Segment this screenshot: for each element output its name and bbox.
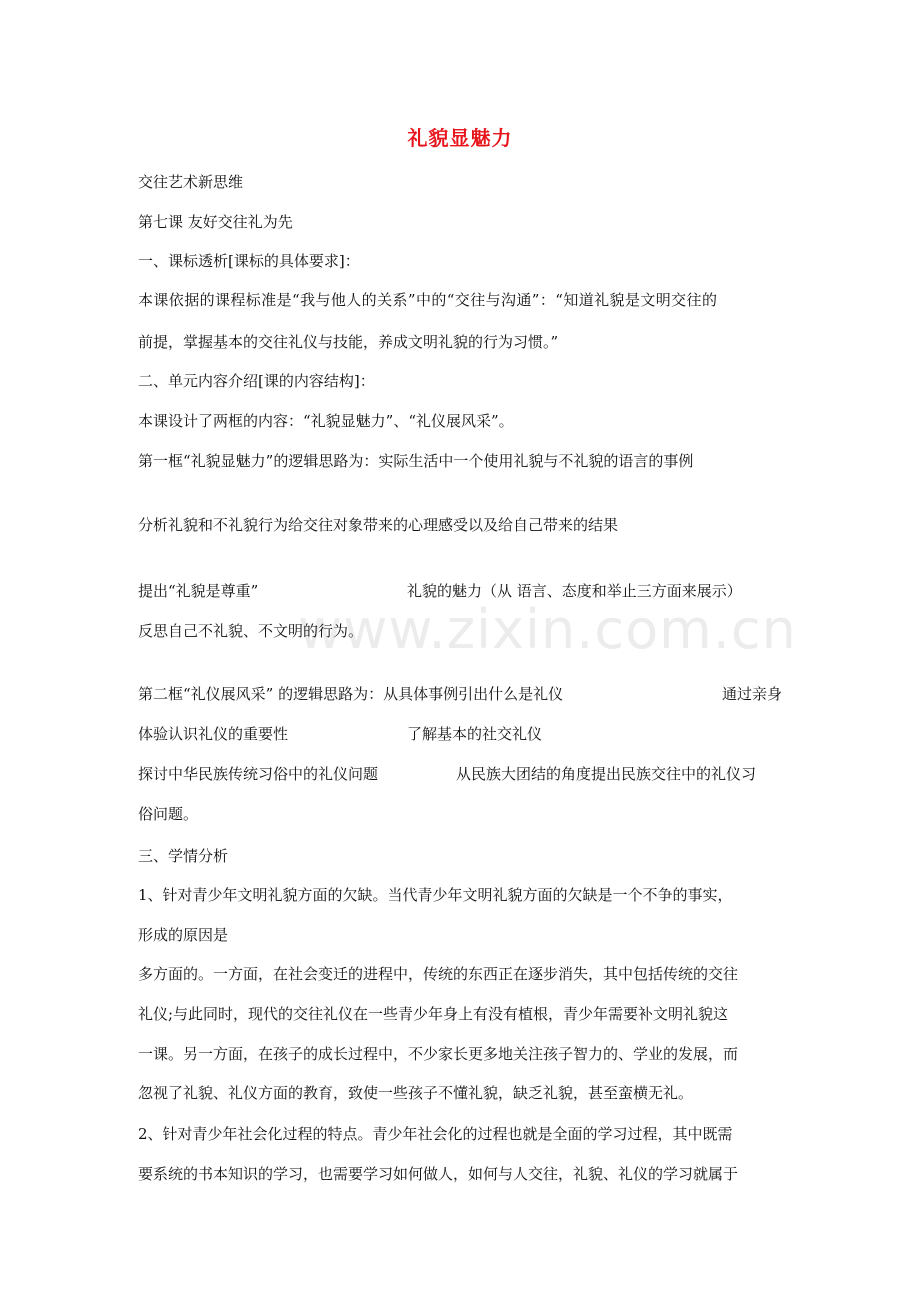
paragraph-line: 多方面的。一方面，在社会变迁的进程中，传统的东西正在逐步消失，其中包括传统的交往 <box>138 965 739 983</box>
paragraph-line: 第二框“礼仪展风采” 的逻辑思路为：从具体事例引出什么是礼仪 <box>138 685 564 703</box>
paragraph-line: 俗问题。 <box>138 805 199 823</box>
paragraph-line: 礼仪;与此同时，现代的交往礼仪在一些青少年身上有没有植根，青少年需要补文明礼貌这 <box>138 1005 729 1023</box>
paragraph-line-part: 了解基本的社交礼仪 <box>407 725 543 743</box>
section-heading-1: 一、课标透析[课标的具体要求]： <box>138 252 360 270</box>
paragraph-line: 形成的原因是 <box>138 926 229 944</box>
watermark-text: www.zixin.com.cn <box>298 598 797 661</box>
paragraph-line: 本课设计了两框的内容：“礼貌显魅力”、“礼仪展风采”。 <box>138 412 514 430</box>
paragraph-line: 第一框“礼貌显魅力”的逻辑思路为：实际生活中一个使用礼貌与不礼貌的语言的事例 <box>138 452 694 470</box>
subtitle-unit: 交往艺术新思维 <box>138 173 244 191</box>
paragraph-line: 体验认识礼仪的重要性 <box>138 725 289 743</box>
paragraph-line: 本课依据的课程标准是“我与他人的关系”中的“交往与沟通”：“知道礼貌是文明交往的 <box>138 291 718 309</box>
paragraph-line: 探讨中华民族传统习俗中的礼仪问题 <box>138 765 379 783</box>
section-heading-3: 三、学情分析 <box>138 847 229 865</box>
paragraph-line: 忽视了礼貌、礼仪方面的教育，致使一些孩子不懂礼貌，缺乏礼貌，甚至蛮横无礼。 <box>138 1084 694 1102</box>
paragraph-line: 2、针对青少年社会化过程的特点。青少年社会化的过程也就是全面的学习过程，其中既需 <box>138 1125 733 1143</box>
paragraph-line-part: 礼貌的魅力（从 语言、态度和举止三方面来展示） <box>407 582 742 600</box>
paragraph-line: 分析礼貌和不礼貌行为给交往对象带来的心理感受以及给自己带来的结果 <box>138 516 619 534</box>
paragraph-line: 1、针对青少年文明礼貌方面的欠缺。当代青少年文明礼貌方面的欠缺是一个不争的事实， <box>138 886 733 904</box>
paragraph-line: 提出“礼貌是尊重” <box>138 582 259 600</box>
page-title: 礼貌显魅力 <box>407 126 513 150</box>
subtitle-lesson: 第七课 友好交往礼为先 <box>138 213 293 231</box>
paragraph-line-part: 通过亲身 <box>722 685 783 703</box>
paragraph-line: 前提，掌握基本的交往礼仪与技能，养成文明礼貌的行为习惯。” <box>138 333 559 351</box>
paragraph-line: 要系统的书本知识的学习，也需要学习如何做人，如何与人交往，礼貌、礼仪的学习就属于 <box>138 1165 739 1183</box>
section-heading-2: 二、单元内容介绍[课的内容结构]： <box>138 372 375 390</box>
paragraph-line-part: 从民族大团结的角度提出民族交往中的礼仪习 <box>456 765 757 783</box>
paragraph-line: 反思自己不礼貌、不文明的行为。 <box>138 622 364 640</box>
paragraph-line: 一课。另一方面，在孩子的成长过程中，不少家长更多地关注孩子智力的、学业的发展，而 <box>138 1045 739 1063</box>
